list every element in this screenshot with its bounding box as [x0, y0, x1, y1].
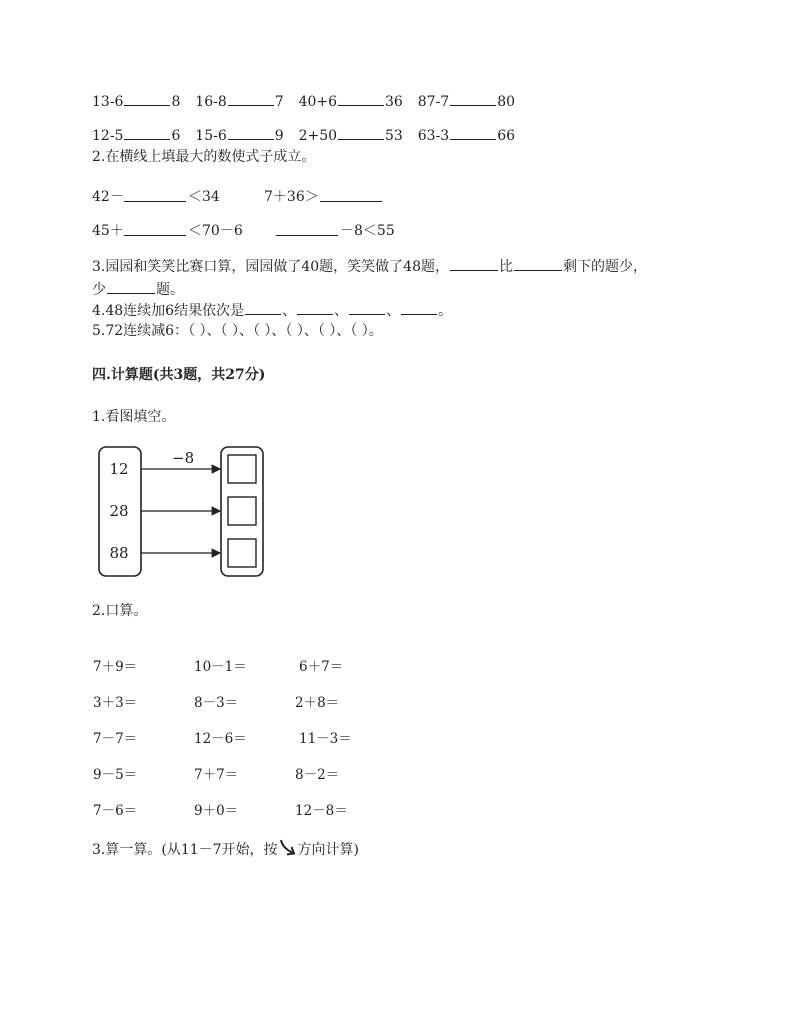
compare-row-2: [92, 128, 515, 144]
oral-cell: 3＋3＝: [93, 695, 138, 711]
compare-row-1: [92, 94, 515, 110]
q3-blank-1[interactable]: [450, 270, 498, 271]
oral-cell: 9＋0＝: [194, 803, 239, 819]
q4-blank-1[interactable]: [245, 314, 281, 315]
calc-3-title: [92, 839, 359, 859]
answer-square[interactable]: [228, 455, 256, 483]
value: 7: [274, 94, 284, 110]
oral-cell: 7＋9＝: [93, 659, 138, 675]
question-4: [92, 300, 452, 320]
q3-blank-2[interactable]: [514, 270, 562, 271]
input-number: 88: [109, 544, 129, 562]
answer-blank[interactable]: [228, 105, 274, 106]
q4-blank-4[interactable]: [401, 314, 437, 315]
calc-3-text-b: 方向计算): [297, 842, 360, 858]
q4-sep: 、: [282, 303, 297, 319]
oral-cell: 7－6＝: [93, 803, 138, 819]
q2-blank-1[interactable]: [124, 201, 186, 202]
q2-blank-3[interactable]: [124, 235, 186, 236]
oral-cell: 8－2＝: [295, 767, 340, 783]
expr: 12-5: [92, 128, 124, 144]
oral-cell: 12－8＝: [295, 803, 348, 819]
expr: 2+50: [298, 128, 338, 144]
section-4-title: 四.计算题(共3题，共27分): [92, 367, 266, 383]
value: 53: [385, 128, 403, 144]
q4-text: 4.48连续加6结果依次是: [92, 303, 245, 319]
value: 9: [274, 128, 284, 144]
q3-text-a: 3.园园和笑笑比赛口算，园园做了40题，笑笑做了48题，: [92, 259, 449, 275]
q2-r2b-right: －8＜55: [340, 223, 395, 239]
q3-blank-3[interactable]: [107, 293, 155, 294]
answer-blank[interactable]: [450, 139, 496, 140]
calc-3-text-a: 3.算一算。(从11－7开始，按: [92, 842, 278, 858]
q3-text-c: 剩下的题少，: [563, 259, 647, 275]
q2-blank-2[interactable]: [320, 201, 382, 202]
q2-blank-4[interactable]: [276, 235, 338, 236]
answer-blank[interactable]: [450, 105, 496, 106]
calc-2-title: 2.口算。: [92, 603, 148, 619]
question-5: 5.72连续减6：（ ）、（ ）、（ ）、（ ）、（ ）、（ ）。: [92, 323, 383, 339]
q4-blank-3[interactable]: [349, 314, 385, 315]
mapping-diagram: [96, 443, 266, 580]
oral-cell: 7＋7＝: [194, 767, 239, 783]
answer-square[interactable]: [228, 497, 256, 525]
q2-r1b-left: 7＋36＞: [264, 189, 319, 205]
answer-blank[interactable]: [338, 139, 384, 140]
calc-1-title: 1.看图填空。: [92, 409, 176, 425]
value: 80: [497, 94, 516, 110]
arrow-down-right-icon: [278, 839, 298, 857]
value: 8: [171, 94, 181, 110]
q3-text-d: 少: [92, 282, 106, 298]
oral-cell: 7－7＝: [93, 731, 138, 747]
answer-blank[interactable]: [338, 105, 384, 106]
oral-cell: 9－5＝: [93, 767, 138, 783]
expr: 63-3: [417, 128, 450, 144]
expr: 13-6: [92, 94, 124, 110]
expr: 16-8: [195, 94, 227, 110]
q2-r1a-left: 42－: [92, 189, 124, 205]
oral-cell: 2＋8＝: [295, 695, 340, 711]
answer-blank[interactable]: [124, 139, 170, 140]
q3-text-e: 题。: [156, 282, 184, 298]
q4-blank-2[interactable]: [297, 314, 333, 315]
oral-cell: 8－3＝: [194, 695, 239, 711]
value: 36: [385, 94, 403, 110]
oral-cell: 11－3＝: [299, 731, 352, 747]
q4-sep: 、: [334, 303, 349, 319]
value: 6: [171, 128, 181, 144]
question-3-line-2: [92, 279, 184, 299]
operator-label: −8: [172, 449, 195, 467]
q4-sep: 、: [386, 303, 401, 319]
question-3-line-1: [92, 256, 647, 276]
answer-square[interactable]: [228, 539, 256, 567]
answer-blank[interactable]: [124, 105, 170, 106]
oral-cell: 12－6＝: [194, 731, 247, 747]
oral-cell: 6＋7＝: [299, 659, 344, 675]
q2-r1a-right: ＜34: [188, 189, 220, 205]
q2-r2a-left: 45＋: [92, 223, 124, 239]
expr: 40+6: [298, 94, 338, 110]
input-number: 28: [109, 502, 129, 520]
question-2-title: 2.在横线上填最大的数使式子成立。: [92, 149, 316, 165]
input-number: 12: [109, 460, 129, 478]
q3-text-b: 比: [499, 259, 513, 275]
q4-end: 。: [438, 303, 453, 319]
answer-blank[interactable]: [228, 139, 274, 140]
oral-cell: 10－1＝: [194, 659, 247, 675]
expr: 15-6: [195, 128, 227, 144]
q2-r2a-right: ＜70－6: [188, 223, 243, 239]
value: 66: [497, 128, 516, 144]
expr: 87-7: [417, 94, 450, 110]
